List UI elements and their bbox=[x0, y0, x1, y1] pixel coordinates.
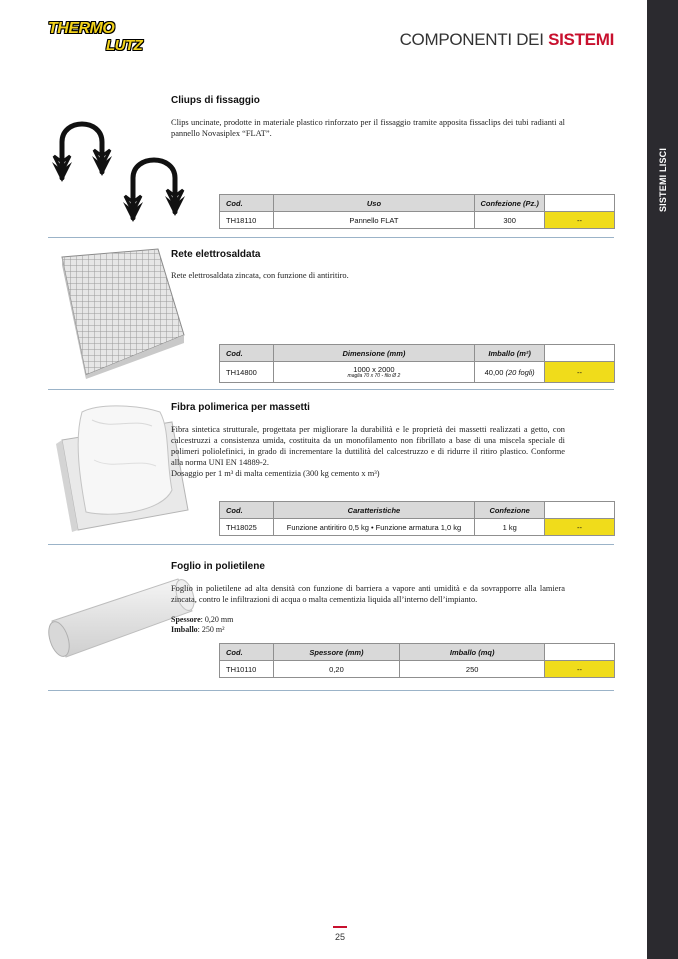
section-desc-rete: Rete elettrosaldata zincata, con funzione di antiritiro. bbox=[171, 271, 349, 280]
section-divider bbox=[48, 389, 614, 390]
cell-confezione: 300 bbox=[475, 212, 545, 229]
cell-imballo: 250 bbox=[400, 661, 545, 678]
logo-text-thermo: THERMO bbox=[48, 20, 115, 37]
cell-caratteristiche: Funzione antiritiro 0,5 kg • Funzione armatura 1,0 kg bbox=[273, 519, 475, 536]
col-header-uso: Uso bbox=[273, 195, 475, 212]
page-title-prefix: COMPONENTI DEI bbox=[399, 30, 549, 49]
col-header-price bbox=[545, 195, 615, 212]
col-header-price bbox=[545, 502, 615, 519]
wire-mesh-image bbox=[58, 247, 188, 379]
col-header-imballo: Imballo (m²) bbox=[475, 345, 545, 362]
footer-accent-line bbox=[333, 926, 347, 928]
spec-table-fibra bbox=[219, 501, 615, 536]
cell-price: -- bbox=[545, 661, 615, 678]
table-header-row bbox=[220, 644, 615, 661]
section-divider bbox=[48, 690, 614, 691]
logo-text-lutz: LUTZ bbox=[106, 37, 143, 54]
table-row bbox=[220, 661, 615, 678]
page-title bbox=[400, 30, 614, 50]
cell-cod: TH18025 bbox=[220, 519, 274, 536]
page-title-highlight: SISTEMI bbox=[548, 30, 614, 49]
cell-dimensione-sub: maglia 70 x 70 - filo Ø 2 bbox=[347, 373, 401, 379]
spec-table-foglio bbox=[219, 643, 615, 678]
cell-imballo-note: (20 fogli) bbox=[505, 367, 535, 377]
section-divider bbox=[48, 237, 614, 238]
spec-spessore: Spessore: 0,20 mm bbox=[171, 615, 234, 624]
brand-logo bbox=[48, 20, 148, 60]
cell-confezione: 1 kg bbox=[475, 519, 545, 536]
col-header-caratteristiche: Caratteristiche bbox=[273, 502, 475, 519]
section-desc-fibra-dosage: Dosaggio per 1 m³ di malta cementizia (300 kg cemento x m³) bbox=[171, 469, 380, 478]
cell-spessore: 0,20 bbox=[273, 661, 400, 678]
section-title-fibra: Fibra polimerica per massetti bbox=[171, 402, 310, 413]
table-row bbox=[220, 362, 615, 383]
section-title-foglio: Foglio in polietilene bbox=[171, 561, 265, 572]
table-header-row bbox=[220, 195, 615, 212]
col-header-imballo: Imballo (mq) bbox=[400, 644, 545, 661]
col-header-confezione: Confezione (Pz.) bbox=[475, 195, 545, 212]
cell-price: -- bbox=[545, 519, 615, 536]
cell-cod: TH10110 bbox=[220, 661, 274, 678]
cell-cod: TH18110 bbox=[220, 212, 274, 229]
section-desc-clips: Clips uncinate, prodotte in materiale plastico rinforzato per il fissaggio tramite apposita fissaclips dei tubi radianti al pannello Novasiplex “FLAT”. bbox=[171, 118, 565, 138]
spec-lines-foglio bbox=[171, 615, 233, 635]
table-header-row bbox=[220, 345, 615, 362]
col-header-confezione: Confezione bbox=[475, 502, 545, 519]
col-header-price bbox=[545, 345, 615, 362]
cell-imballo-value: 40,00 bbox=[484, 367, 504, 377]
col-header-cod: Cod. bbox=[220, 502, 274, 519]
col-header-cod: Cod. bbox=[220, 195, 274, 212]
cell-price: -- bbox=[545, 362, 615, 383]
cell-price: -- bbox=[545, 212, 615, 229]
table-row bbox=[220, 212, 615, 229]
section-divider bbox=[48, 544, 614, 545]
section-desc-foglio: Foglio in polietilene ad alta densità con funzione di barriera a vapore anti umidità e da sovrapporre alla lamiera zincata, contro le infiltrazioni di acqua o malta cementizia liquida all’interno dell’impianto. bbox=[171, 584, 565, 604]
cell-dimensione bbox=[273, 362, 475, 383]
cell-dimensione-value: 1000 x 2000 bbox=[353, 365, 395, 374]
cell-uso: Pannello FLAT bbox=[273, 212, 475, 229]
cell-cod: TH14800 bbox=[220, 362, 274, 383]
col-header-dimensione: Dimensione (mm) bbox=[273, 345, 475, 362]
cell-imballo bbox=[475, 362, 545, 383]
col-header-cod: Cod. bbox=[220, 644, 274, 661]
table-header-row bbox=[220, 502, 615, 519]
side-band bbox=[647, 0, 678, 959]
section-desc-fibra: Fibra sintetica strutturale, progettata per migliorare la durabilità e le proprietà dei massetti realizzati a getto, con calcestruzzi a consistenza umida, costituita da un monofilamento non fibrillato a base di una miscela speciale di polimeri poliolefinici, in grado di incrementare la duttilità del calcestruzzo e di ridurre il ritiro plastico. Conforme alla norma UNI EN 14889-2. Dosaggio per 1 m³ di malta cementizia (300 kg cemento x m³) bbox=[171, 425, 565, 478]
section-title-rete: Rete elettrosaldata bbox=[171, 249, 261, 260]
col-header-cod: Cod. bbox=[220, 345, 274, 362]
col-header-spessore: Spessore (mm) bbox=[273, 644, 400, 661]
spec-imballo: Imballo: 250 m² bbox=[171, 625, 225, 634]
section-title-clips: Cliups di fissaggio bbox=[171, 95, 260, 106]
spec-table-rete bbox=[219, 344, 615, 383]
col-header-price bbox=[545, 644, 615, 661]
spec-table-clips bbox=[219, 194, 615, 229]
table-row bbox=[220, 519, 615, 536]
page-number: 25 bbox=[334, 932, 345, 942]
